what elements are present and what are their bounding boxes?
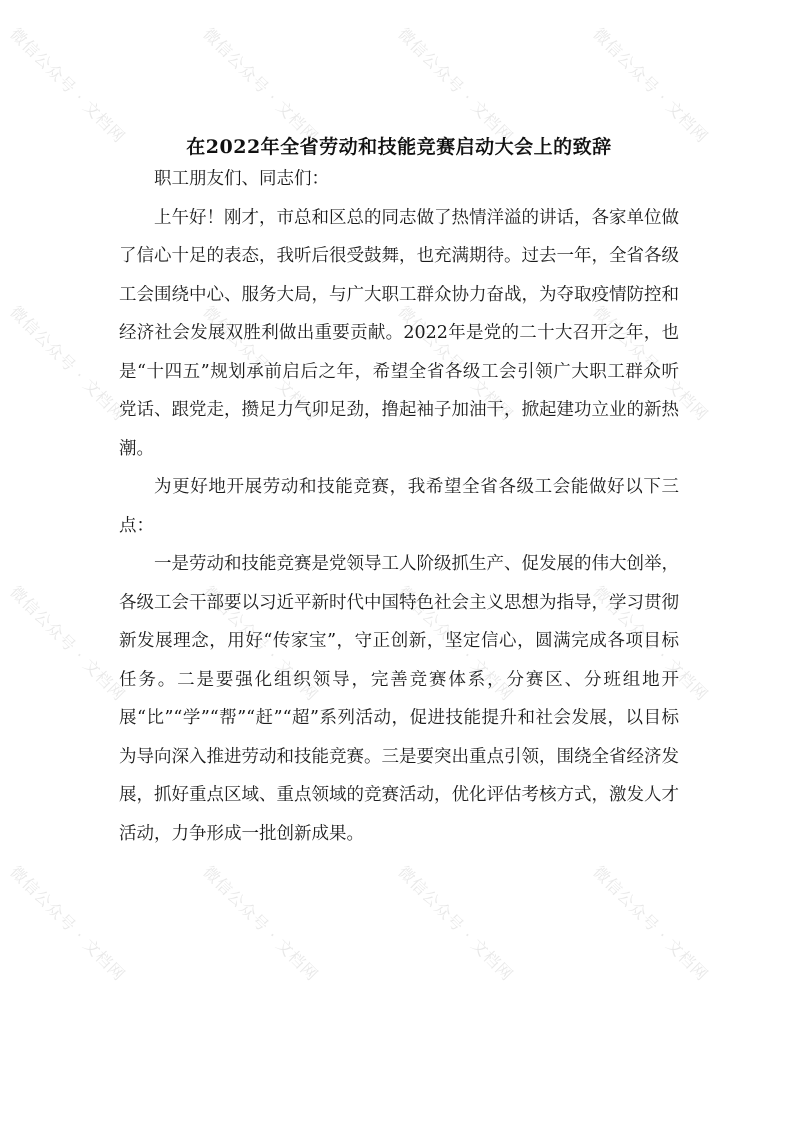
watermark: 微信公众号 · 文档网 [394,862,517,985]
watermark: 微信公众号 · 文档网 [199,302,322,425]
document-body [119,160,679,853]
watermark: 微信公众号 · 文档网 [394,302,517,425]
watermark: 微信公众号 · 文档网 [589,862,712,985]
watermark: 微信公众号 · 文档网 [394,24,517,147]
watermark: 微信公众号 · 文档网 [6,302,129,425]
watermark: 微信公众号 · 文档网 [589,24,712,147]
watermark: 微信公众号 · 文档网 [589,302,712,425]
watermark: 微信公众号 · 文档网 [199,582,322,705]
watermark: 微信公众号 · 文档网 [6,582,129,705]
watermark: 微信公众号 · 文档网 [199,24,322,147]
watermark: 微信公众号 · 文档网 [6,862,129,985]
watermark: 微信公众号 · 文档网 [394,582,517,705]
watermark: 微信公众号 · 文档网 [6,24,129,147]
greeting-paragraph: 职工朋友们、同志们： [154,169,329,189]
body-paragraph: 一是劳动和技能竞赛是党领导工人阶级抓生产、促发展的伟大创举，各级工会干部要以习近平新时代中国特色社会主义思想为指导，学习贯彻新发展理念，用好“传家宝”，守正创新，坚定信心，圆满完成各项目标任务。二是要强化组织领导，完善竞赛体系，分赛区、分班组地开展“比”“学”“帮”“赶”“超”系列活动，促进技能提升和社会发展，以目标为导向深入推进劳动和技能竞赛。三是要突出重点引领，围绕全省经济发展，抓好重点区域、重点领域的竞赛活动，优化评估考核方式，激发人才活动，力争形成一批创新成果。 [119,554,679,844]
body-paragraph: 为更好地开展劳动和技能竞赛，我希望全省各级工会能做好以下三点： [119,477,679,536]
watermark: 微信公众号 · 文档网 [199,862,322,985]
body-paragraph: 上午好！刚才，市总和区总的同志做了热情洋溢的讲话，各家单位做了信心十足的表态，我听后很受鼓舞，也充满期待。过去一年，全省各级工会围绕中心、服务大局，与广大职工群众协力奋战，为夺取疫情防控和经济社会发展双胜利做出重要贡献。2022年是党的二十大召开之年，也是“十四五”规划承前启后之年，希望全省各级工会引领广大职工群众听党话、跟党走，攒足力气卯足劲，撸起袖子加油干，掀起建功立业的新热潮。 [119,207,679,459]
document-title: 在2022年全省劳动和技能竞赛启动大会上的致辞 [186,136,612,158]
watermark: 微信公众号 · 文档网 [589,582,712,705]
